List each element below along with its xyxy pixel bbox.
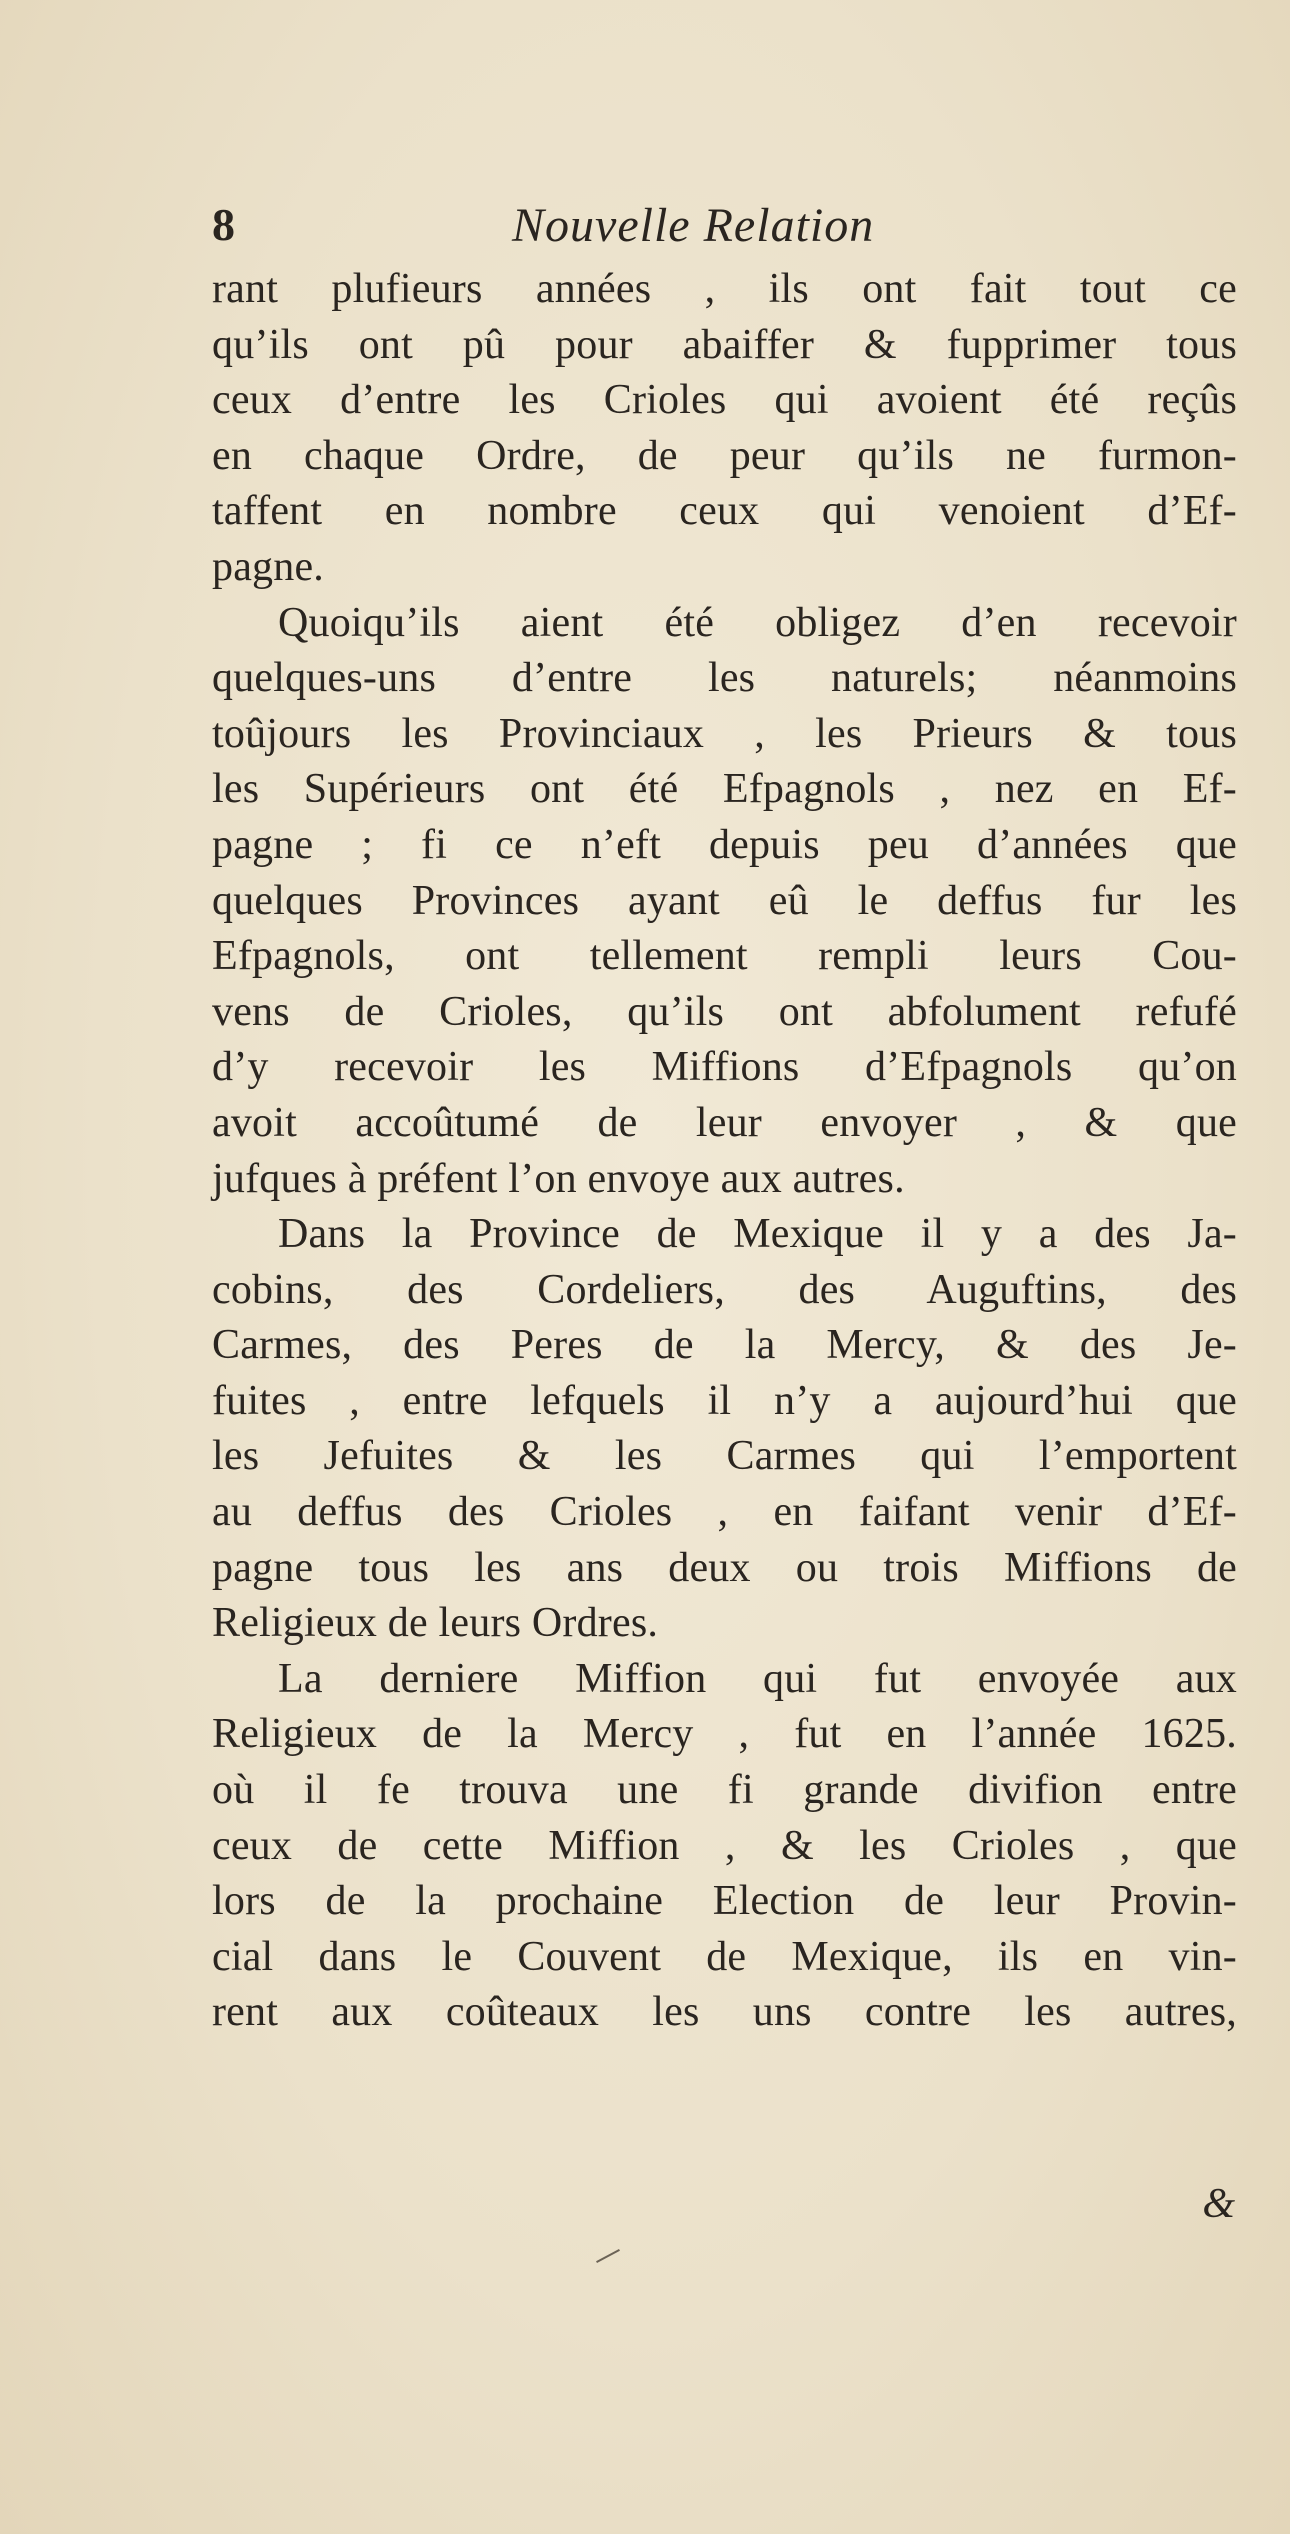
- ink-mark: [596, 2249, 620, 2263]
- text-line: pagne ; fi ce n’eft depuis peu d’années que: [212, 821, 1237, 868]
- text-line: Efpagnols, ont tellement rempli leurs Cou-: [212, 933, 1237, 980]
- text-line: lors de la prochaine Election de leur Provin-: [212, 1878, 1237, 1925]
- text-line: ceux d’entre les Crioles qui avoient été reçûs: [212, 377, 1237, 424]
- text-line: cobins, des Cordeliers, des Auguftins, des: [212, 1266, 1237, 1313]
- text-line: Religieux de la Mercy , fut en l’année 1625.: [212, 1711, 1237, 1758]
- text-line: ceux de cette Miffion , & les Crioles , que: [212, 1822, 1237, 1869]
- body-text: [212, 262, 1237, 2041]
- text-line: Carmes, des Peres de la Mercy, & des Je-: [212, 1322, 1237, 1369]
- text-line: qu’ils ont pû pour abaiffer & fupprimer tous: [212, 321, 1237, 368]
- text-line: pagne.: [212, 543, 324, 590]
- text-line: les Jefuites & les Carmes qui l’emportent: [212, 1433, 1237, 1480]
- text-line: où il fe trouva une fi grande divifion entre: [212, 1767, 1237, 1814]
- page-number: 8: [212, 199, 235, 250]
- text-line: avoit accoûtumé de leur envoyer , & que: [212, 1099, 1237, 1146]
- paragraph-start-line: Dans la Province de Mexique il y a des Ja-: [278, 1211, 1237, 1258]
- text-line: vens de Crioles, qu’ils ont abfolument refufé: [212, 988, 1237, 1035]
- text-line: quelques Provinces ayant eû le deffus fur les: [212, 877, 1237, 924]
- text-line: taffent en nombre ceux qui venoient d’Ef-: [212, 488, 1237, 535]
- text-line: en chaque Ordre, de peur qu’ils ne furmon-: [212, 432, 1237, 479]
- text-line: quelques-uns d’entre les naturels; néanmoins: [212, 655, 1237, 702]
- paragraph-start-line: Quoiqu’ils aient été obligez d’en recevoir: [278, 599, 1237, 646]
- page-header: [212, 198, 1112, 258]
- text-line: rent aux coûteaux les uns contre les autres,: [212, 1989, 1237, 2036]
- text-line: cial dans le Couvent de Mexique, ils en vin-: [212, 1933, 1237, 1980]
- text-line: jufques à préfent l’on envoye aux autres.: [212, 1155, 905, 1202]
- text-line: toûjours les Provinciaux , les Prieurs & tous: [212, 710, 1237, 757]
- running-title: Nouvelle Relation: [512, 199, 875, 252]
- paragraph-start-line: La derniere Miffion qui fut envoyée aux: [278, 1655, 1237, 1702]
- text-line: rant plufieurs années , ils ont fait tout ce: [212, 266, 1237, 312]
- text-line: d’y recevoir les Miffions d’Efpagnols qu’on: [212, 1044, 1237, 1091]
- text-line: Religieux de leurs Ordres.: [212, 1600, 659, 1647]
- text-line: les Supérieurs ont été Efpagnols , nez en Ef-: [212, 766, 1237, 813]
- catchword: &: [1202, 2181, 1235, 2227]
- text-line: pagne tous les ans deux ou trois Miffions de: [212, 1544, 1237, 1591]
- text-line: fuites , entre lefquels il n’y a aujourd’hui que: [212, 1377, 1237, 1424]
- text-line: au deffus des Crioles , en faifant venir d’Ef-: [212, 1489, 1237, 1536]
